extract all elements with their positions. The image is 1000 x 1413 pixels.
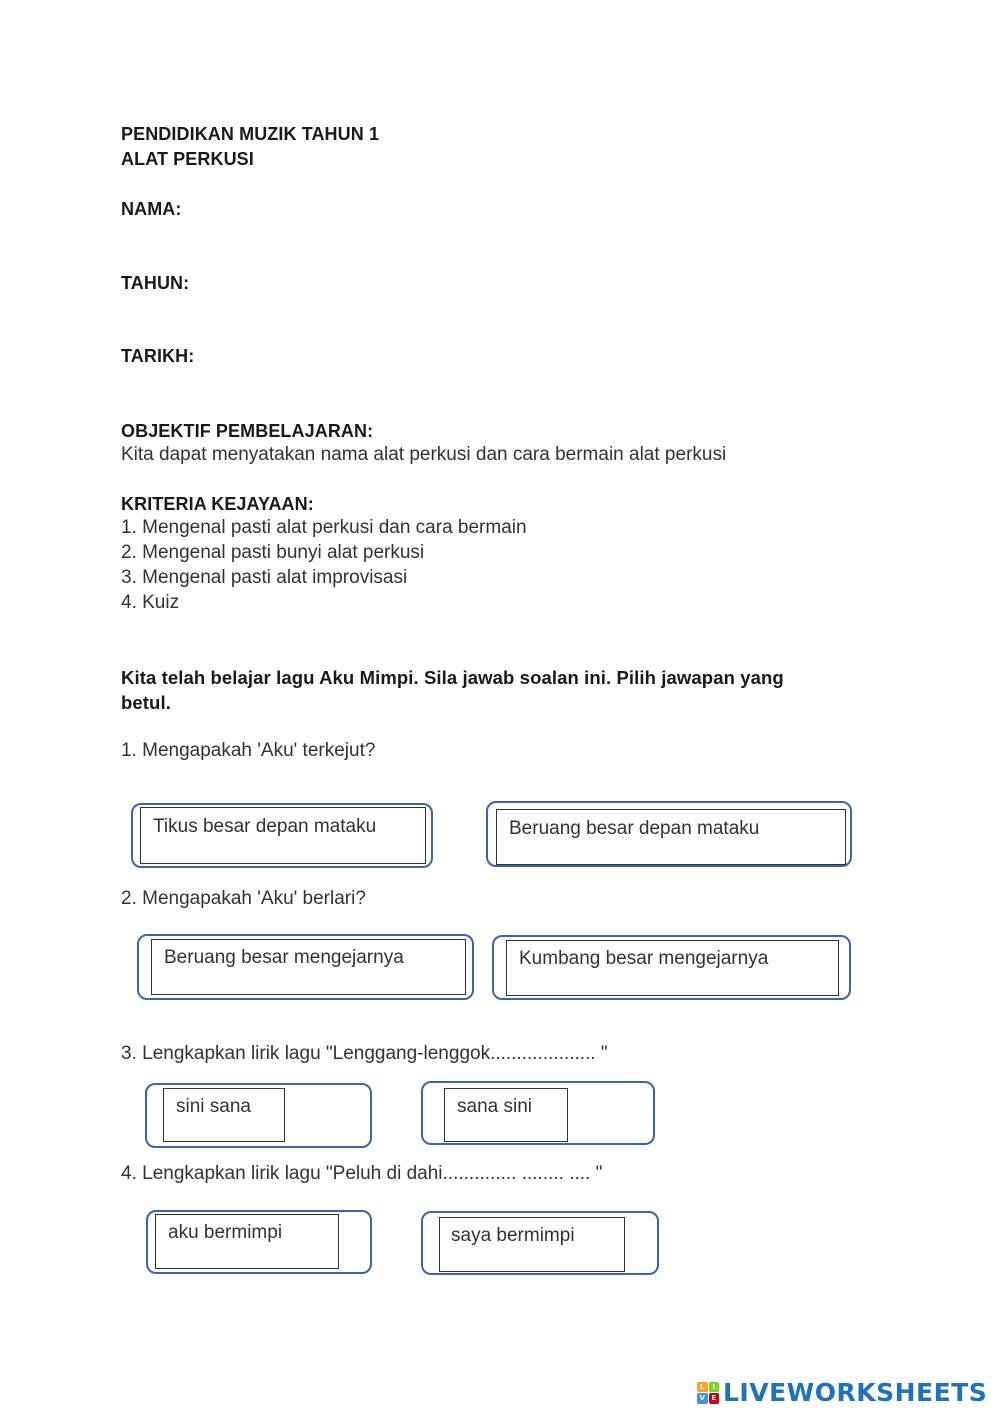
option-label: sini sana: [176, 1096, 251, 1117]
question-1-text: 1. Mengapakah 'Aku' terkejut?: [121, 740, 376, 761]
worksheet-subject: PENDIDIKAN MUZIK TAHUN 1: [121, 124, 380, 144]
question-4-option-b[interactable]: [421, 1211, 659, 1275]
question-1-option-a[interactable]: [131, 803, 433, 868]
question-3-option-b[interactable]: [421, 1081, 655, 1145]
option-label: Kumbang besar mengejarnya: [519, 948, 769, 969]
criteria-item: 2. Mengenal pasti bunyi alat perkusi: [121, 542, 425, 563]
question-4-text: 4. Lengkapkan lirik lagu "Peluh di dahi.............. ........ .... ": [121, 1163, 603, 1184]
criteria-heading: KRITERIA KEJAYAAN:: [121, 494, 314, 514]
worksheet-topic: ALAT PERKUSI: [121, 149, 254, 169]
option-label: Tikus besar depan mataku: [153, 816, 377, 837]
instruction-line-1: Kita telah belajar lagu Aku Mimpi. Sila jawab soalan ini. Pilih jawapan yang: [121, 667, 784, 688]
option-label: saya bermimpi: [451, 1225, 575, 1246]
option-label: Beruang besar depan mataku: [509, 818, 760, 839]
question-2-option-b[interactable]: [492, 935, 851, 1000]
question-4-option-a[interactable]: [146, 1210, 372, 1274]
liveworksheets-logo: [697, 1378, 987, 1407]
criteria-item: 4. Kuiz: [121, 592, 180, 613]
question-3-text: 3. Lengkapkan lirik lagu "Lenggang-lenggok.................... ": [121, 1043, 608, 1064]
question-1-option-b[interactable]: [486, 801, 852, 867]
criteria-item: 1. Mengenal pasti alat perkusi dan cara bermain: [121, 517, 527, 538]
nama-label: NAMA:: [121, 199, 182, 219]
option-label: Beruang besar mengejarnya: [164, 947, 404, 968]
objective-heading: OBJEKTIF PEMBELAJARAN:: [121, 421, 374, 441]
tahun-label: TAHUN:: [121, 273, 190, 293]
objective-text: Kita dapat menyatakan nama alat perkusi dan cara bermain alat perkusi: [121, 444, 727, 465]
liveworksheets-logo-icon: L I V E: [697, 1382, 719, 1404]
question-3-option-a[interactable]: [145, 1083, 372, 1148]
option-label: aku bermimpi: [168, 1222, 283, 1243]
criteria-item: 3. Mengenal pasti alat improvisasi: [121, 567, 408, 588]
tarikh-label: TARIKH:: [121, 346, 195, 366]
question-2-option-a[interactable]: [137, 934, 474, 1000]
question-2-text: 2. Mengapakah 'Aku' berlari?: [121, 888, 366, 909]
liveworksheets-wordmark: LIVEWORKSHEETS: [723, 1378, 988, 1407]
option-label: sana sini: [457, 1096, 532, 1117]
instruction-line-2: betul.: [121, 692, 171, 713]
